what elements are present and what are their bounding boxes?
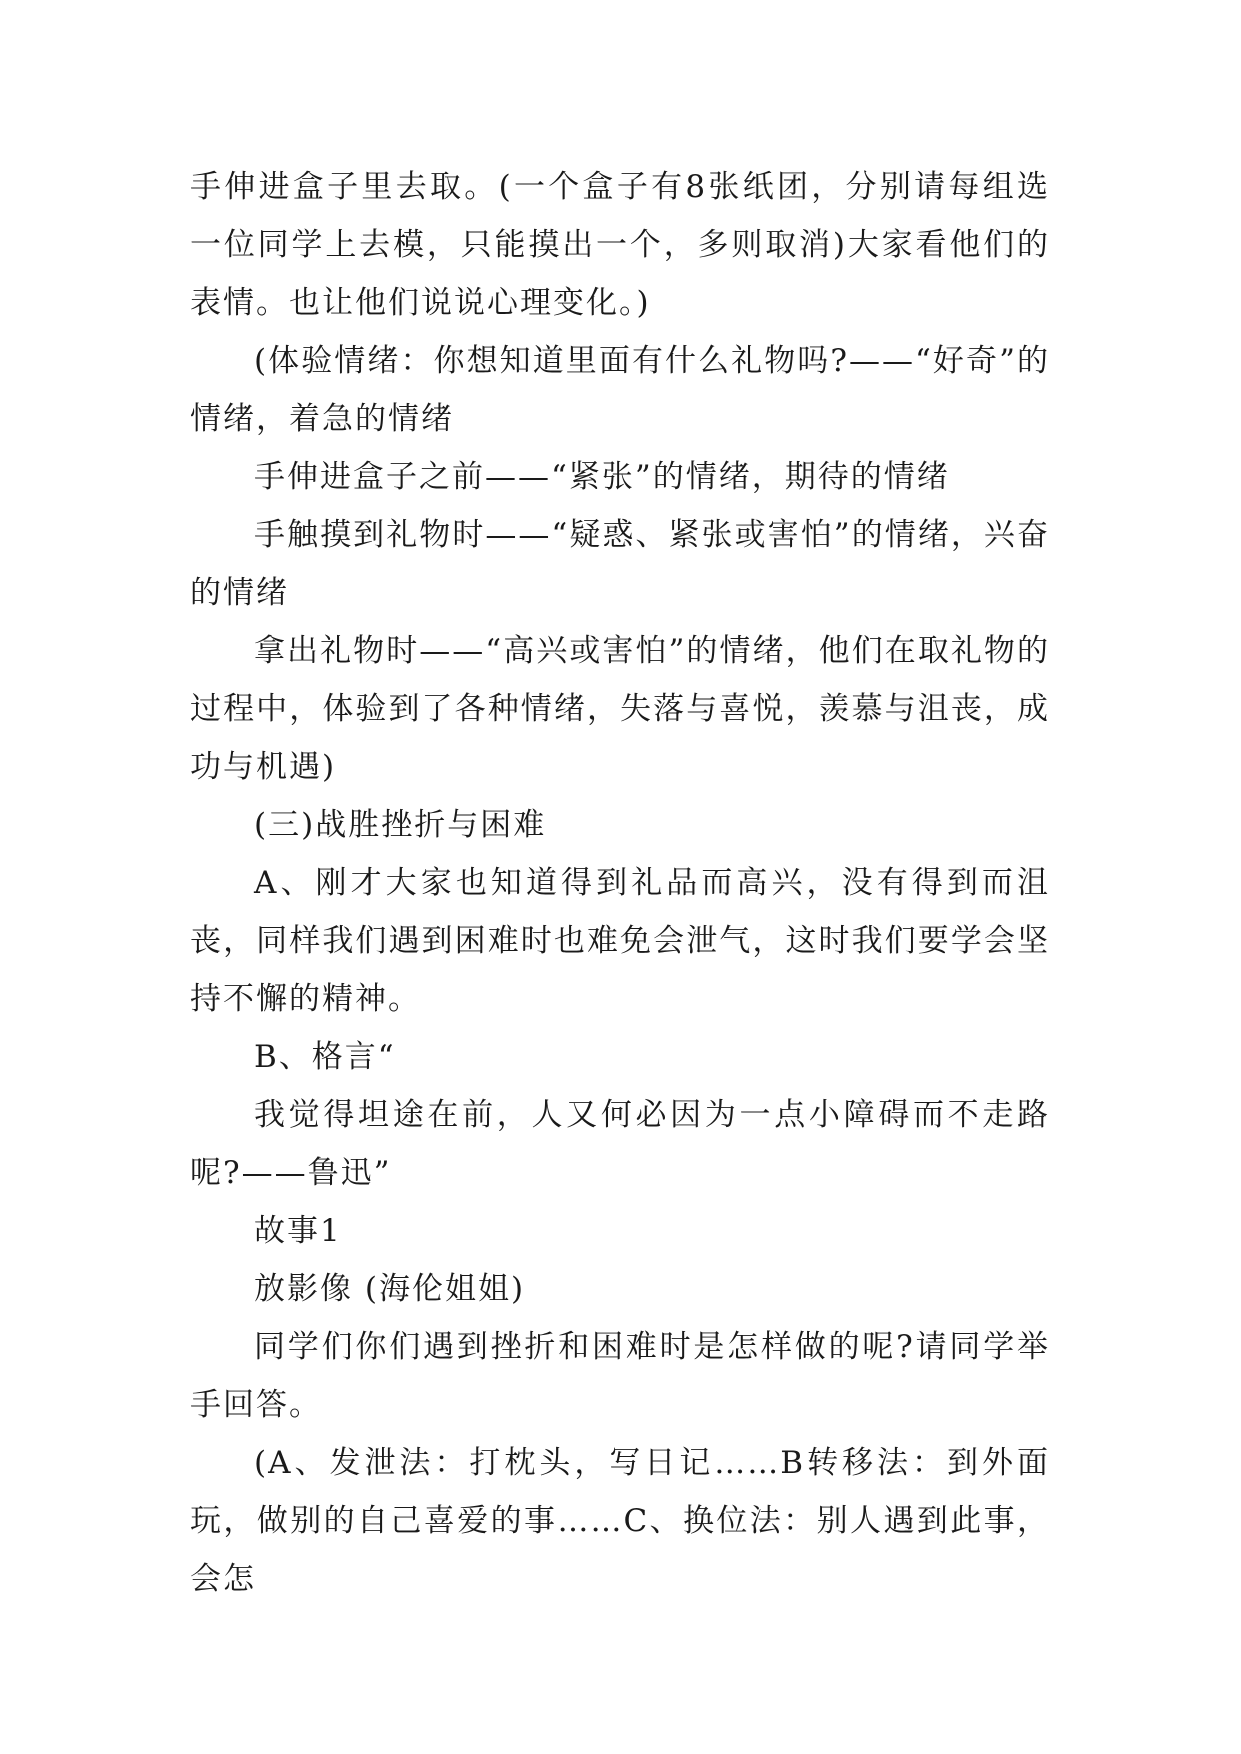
paragraph-7: A、刚才大家也知道得到礼品而高兴，没有得到而沮丧，同样我们遇到困难时也难免会泄气，这时我们要学会坚持不懈的精神。 [190, 865, 1050, 1017]
section-heading: (三)战胜挫折与困难 [254, 807, 547, 843]
paragraph-5: 拿出礼物时——“高兴或害怕”的情绪，他们在取礼物的过程中，体验到了各种情绪，失落与喜悦，羡慕与沮丧，成功与机遇) [190, 633, 1050, 785]
paragraph-10: 故事1 [254, 1213, 342, 1249]
paragraph-13: (A、发泄法：打枕头，写日记……B转移法：到外面玩，做别的自己喜爱的事……C、换位法：别人遇到此事，会怎 [190, 1445, 1050, 1597]
paragraph-4: 手触摸到礼物时——“疑惑、紧张或害怕”的情绪，兴奋的情绪 [190, 517, 1050, 611]
paragraph-9: 我觉得坦途在前，人又何必因为一点小障碍而不走路呢?——鲁迅” [190, 1097, 1050, 1191]
paragraph-8: B、格言“ [254, 1039, 396, 1075]
paragraph-3: 手伸进盒子之前——“紧张”的情绪，期待的情绪 [254, 459, 950, 495]
paragraph-12: 同学们你们遇到挫折和困难时是怎样做的呢?请同学举手回答。 [190, 1329, 1050, 1423]
paragraph-1: 手伸进盒子里去取。(一个盒子有8张纸团，分别请每组选一位同学上去模，只能摸出一个，多则取消)大家看他们的表情。也让他们说说心理变化。) [190, 169, 1050, 321]
paragraph-2: (体验情绪：你想知道里面有什么礼物吗?——“好奇”的情绪，着急的情绪 [190, 343, 1050, 437]
paragraph-11: 放影像 (海伦姐姐) [254, 1271, 526, 1307]
document-body [190, 158, 1050, 1608]
